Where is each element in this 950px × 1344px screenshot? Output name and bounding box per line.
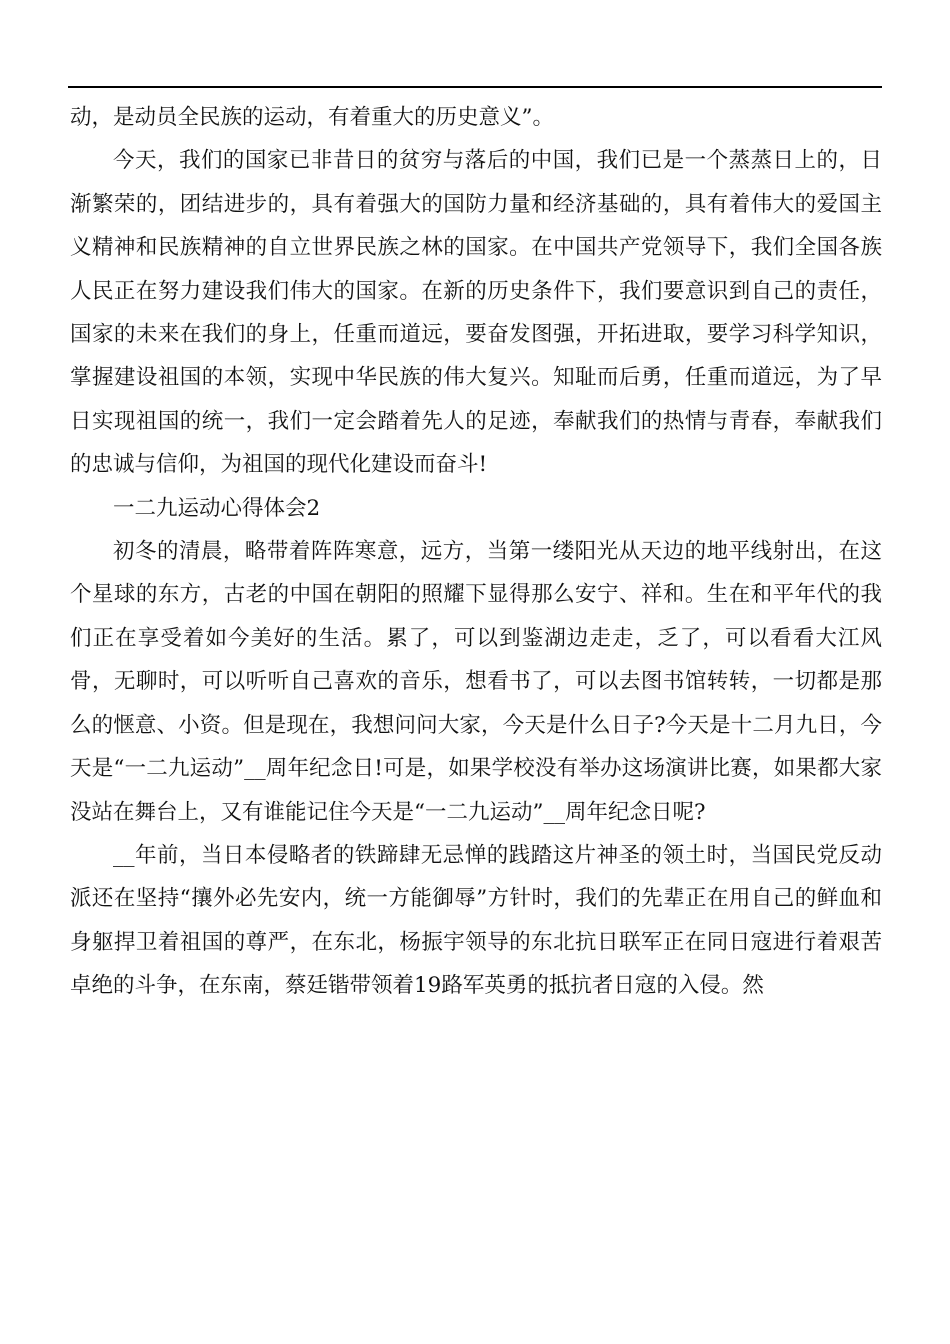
paragraph-early-winter: 初冬的清晨，略带着阵阵寒意，远方，当第一缕阳光从天边的地平线射出，在这个星球的东方，古老的中国在朝阳的照耀下显得那么安宁、祥和。生在和平年代的我们正在享受着如今美好的生活。累了，可以到鉴湖边走走，乏了，可以看看大江风骨，无聊时，可以听听自己喜欢的音乐，想看书了，可以去图书馆转转，一切都是那么的惬意、小资。但是现在，我想问问大家，今天是什么日子?今天是十二月九日，今天是“一二九运动”__周年纪念日!可是，如果学校没有举办这场演讲比赛，如果都大家没站在舞台上，又有谁能记住今天是“一二九运动”__周年纪念日呢? <box>70 539 882 825</box>
paragraph-continuation: 动，是动员全民族的运动，有着重大的历史意义”。 <box>70 105 554 130</box>
paragraph-today: 今天，我们的国家已非昔日的贫穷与落后的中国，我们已是一个蒸蒸日上的，日渐繁荣的，团结进步的，具有着强大的国防力量和经济基础的，具有着伟大的爱国主义精神和民族精神的自立世界民族之林的国家。在中国共产党领导下，我们全国各族人民正在努力建设我们伟大的国家。在新的历史条件下，我们要意识到自己的责任，国家的未来在我们的身上，任重而道远，要奋发图强，开拓进取，要学习科学知识，掌握建设祖国的本领，实现中华民族的伟大复兴。知耻而后勇，任重而道远，为了早日实现祖国的统一，我们一定会踏着先人的足迹，奉献我们的热情与青春，奉献我们的忠诚与信仰，为祖国的现代化建设而奋斗! <box>70 148 882 478</box>
paragraph-years-ago: __年前，当日本侵略者的铁蹄肆无忌惮的践踏这片神圣的领土时，当国民党反动派还在坚持“攘外必先安内，统一方能御辱”方针时，我们的先辈正在用自己的鲜血和身躯捍卫着祖国的尊严，在东北，杨振宇领导的东北抗日联军正在同日寇进行着艰苦卓绝的斗争，在东南，蔡廷锴带领着19路军英勇的抵抗者日寇的入侵。然 <box>70 842 882 999</box>
document-body <box>70 96 882 1008</box>
section-heading: 一二九运动心得体会2 <box>113 495 321 521</box>
header-rule <box>68 86 882 88</box>
